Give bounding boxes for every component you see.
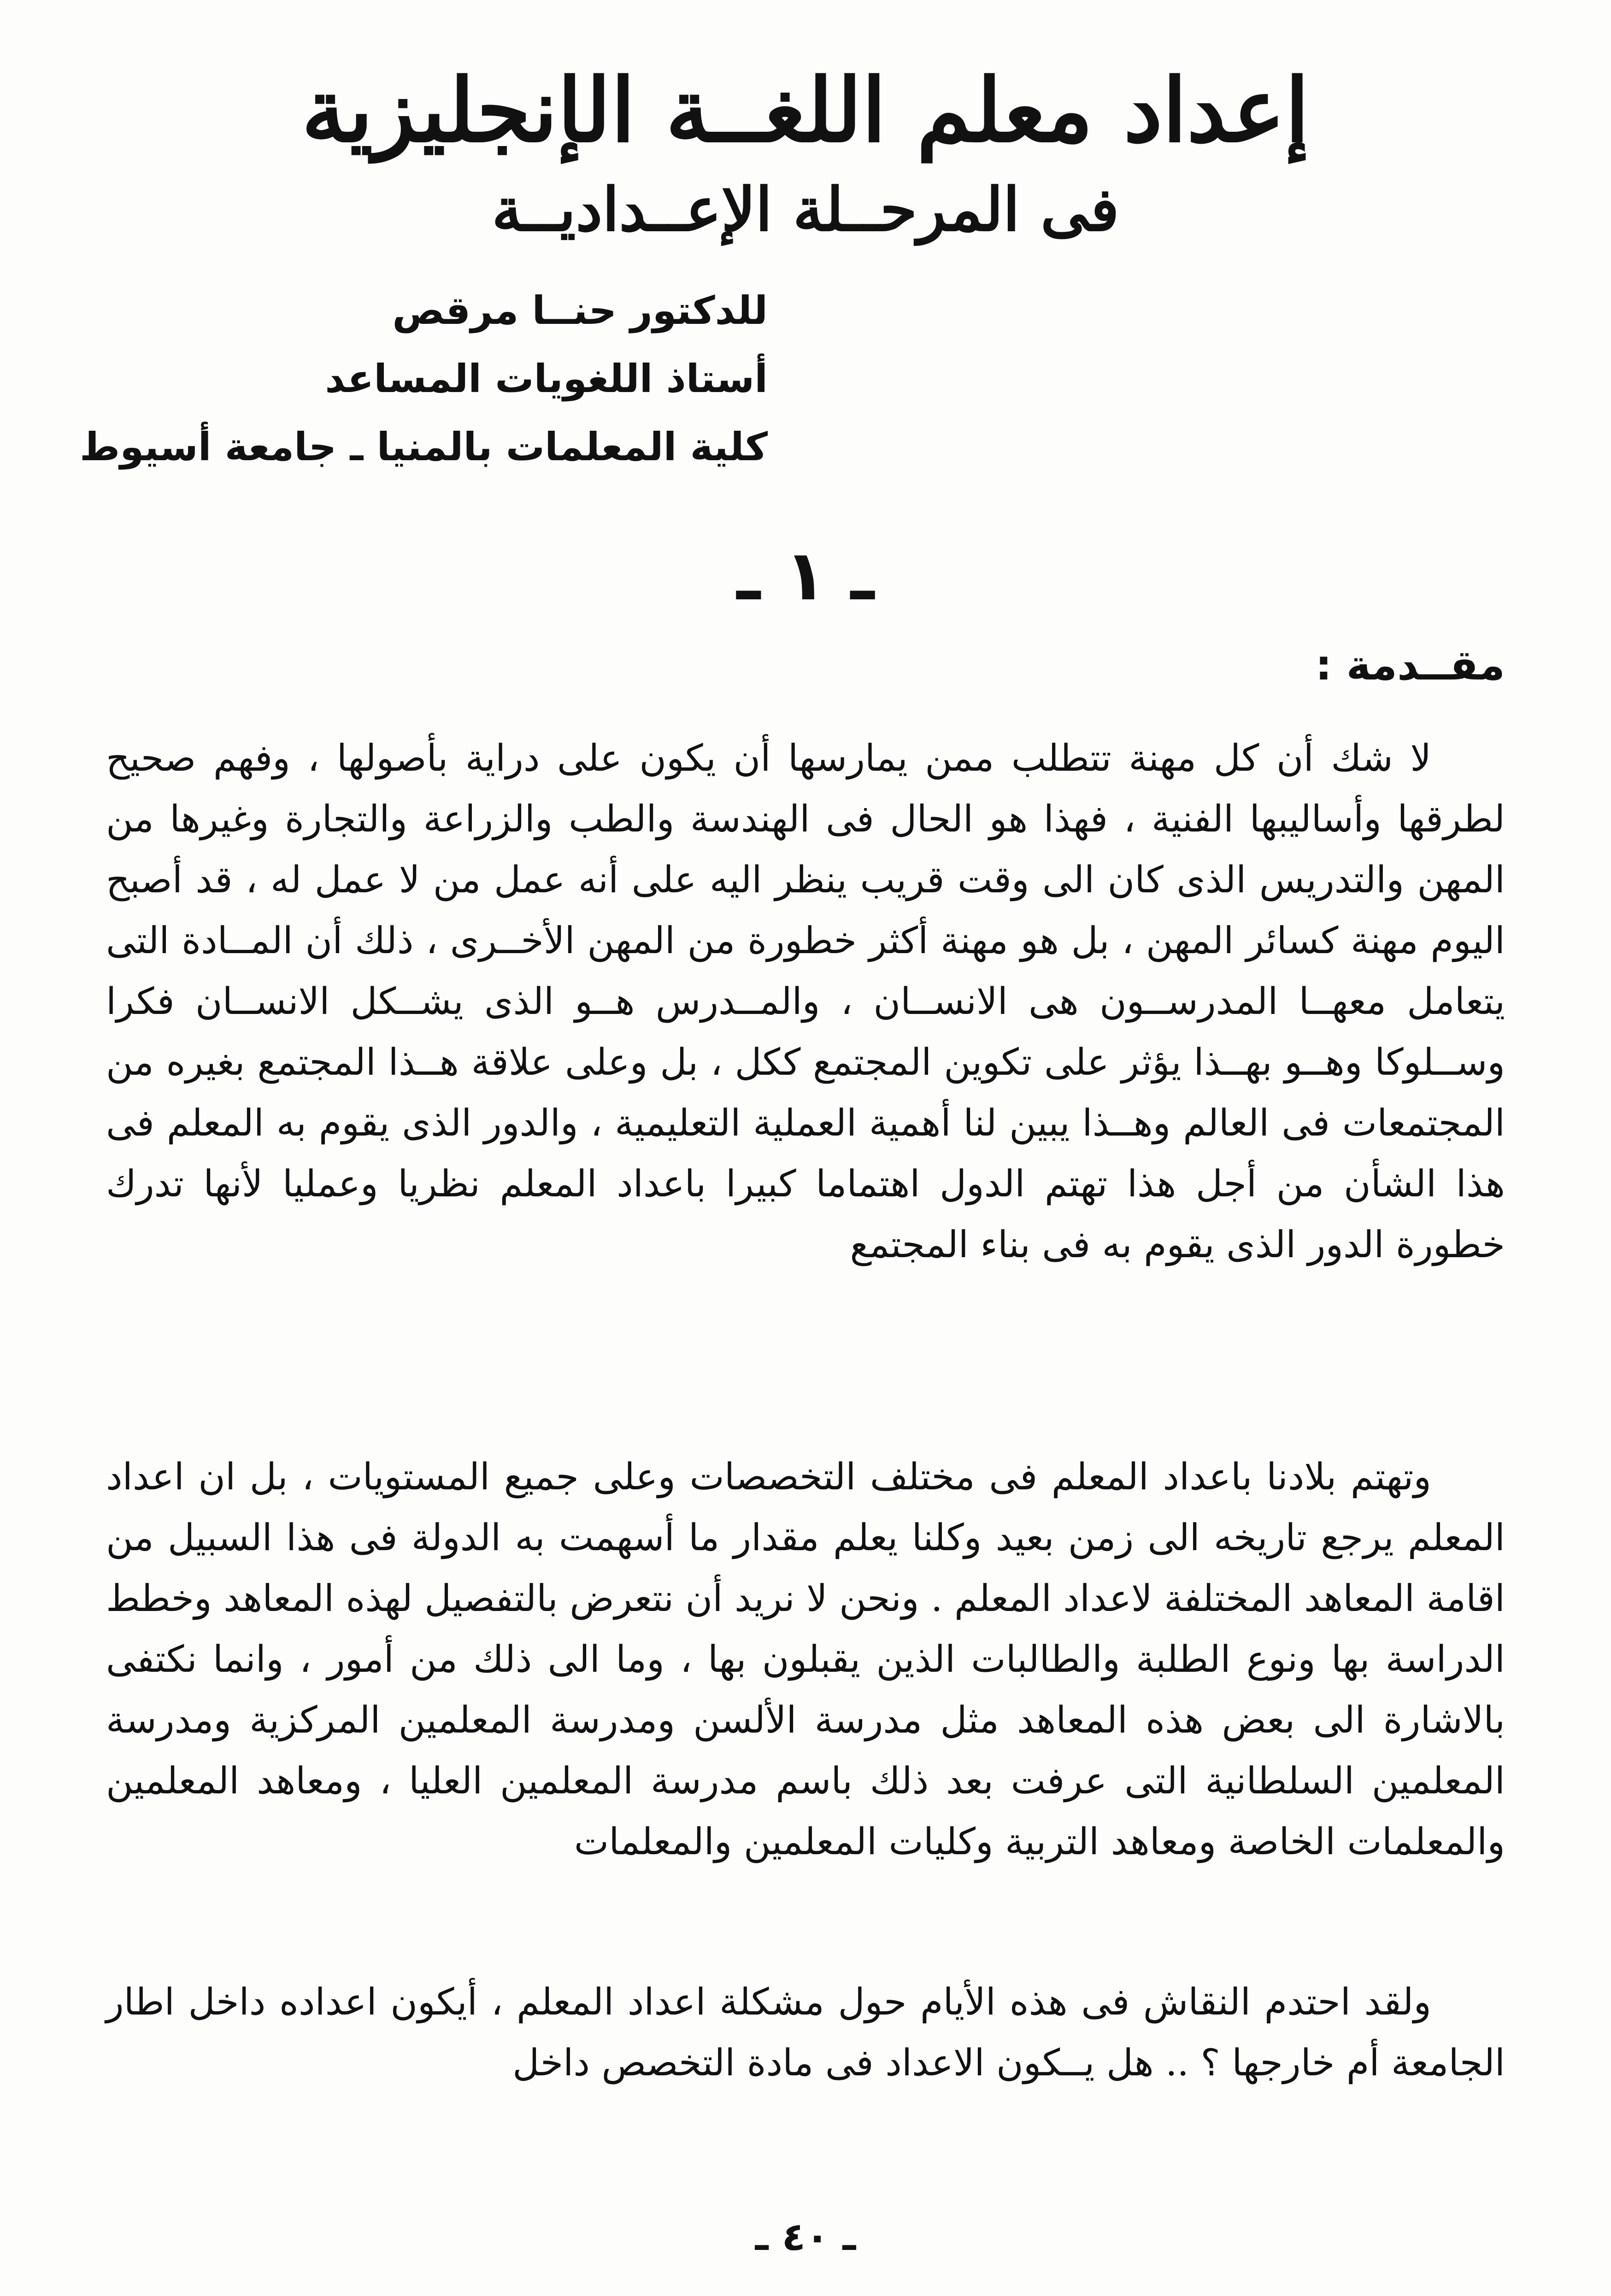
sub-title: فى المرحــلة الإعــداديــة: [492, 174, 1119, 245]
author-affiliation: كلية المعلمات بالمنيا ـ جامعة أسيوط: [79, 424, 768, 469]
page-number: ـ ٤٠ ـ: [755, 2214, 856, 2259]
author-position: أستاذ اللغويات المساعد: [325, 356, 768, 401]
section-number: ـ ١ ـ: [736, 536, 875, 616]
author-block: [79, 276, 768, 481]
section-heading: مقــدمة :: [1315, 641, 1505, 690]
paragraph-text: ولقد احتدم النقاش فى هذه الأيام حول مشكلة اعداد المعلم ، أيكون اعداده داخل اطار الجامعة أم خارجها ؟ .. هل يــكون الاعداد فى مادة التخصص داخل: [106, 1980, 1505, 2084]
paragraph-2: [106, 1447, 1505, 1872]
paragraph-3: [106, 1972, 1505, 2093]
paragraph-text: وتهتم بلادنا باعداد المعلم فى مختلف التخصصات وعلى جميع المستويات ، بل ان اعداد المعلم يرجع تاريخه الى زمن بعيد وكلنا يعلم مقدار ما أسهمت به الدولة فى هذا السبيل من اقامة المعاهد المختلفة لاعداد المعلم . ونحن لا نريد أن نتعرض بالتفصيل لهذه المعاهد وخطط الدراسة بها ونوع الطلبة والطالبات الذين يقبلون بها ، وما الى ذلك من أمور ، وانما نكتفى بالاشارة الى بعض هذه المعاهد مثل مدرسة الألسن ومدرسة المعلمين المركزية ومدرسة المعلمين السلطانية التى عرفت بعد ذلك باسم مدرسة المعلمين العليا ، ومعاهد المعلمين والمعلمات الخاصة ومعاهد التربية وكليات المعلمين والمعلمات: [106, 1455, 1505, 1863]
author-name: للدكتور حنــا مرقص: [392, 288, 768, 333]
paragraph-text: لا شك أن كل مهنة تتطلب ممن يمارسها أن يكون على دراية بأصولها ، وفهم صحيح لطرقها وأساليبها الفنية ، فهذا هو الحال فى الهندسة والطب والزراعة والتجارة وغيرها من المهن والتدريس الذى كان الى وقت قريب ينظر اليه على أنه عمل من لا عمل له ، قد أصبح اليوم مهنة كسائر المهن ، بل هو مهنة أكثر خطورة من المهن الأخــرى ، ذلك أن المــادة التى يتعامل معهــا المدرســون هى الانســان ، والمــدرس هــو الذى يشــكل الانســان فكرا وســلوكا وهــو بهــذا يؤثر على تكوين المجتمع ككل ، بل وعلى علاقة هــذا المجتمع بغيره من المجتمعات فى العالم وهــذا يبين لنا أهمية العملية التعليمية ، والدور الذى يقوم به المعلم فى هذا الشأن من أجل هذا تهتم الدول اهتماما كبيرا باعداد المعلم نظريا وعمليا لأنها تدرك خطورة الدور الذى يقوم به فى بناء المجتمع: [106, 737, 1505, 1266]
paragraph-1: [106, 728, 1505, 1275]
title-block: [0, 55, 1611, 249]
main-title: إعداد معلم اللغــة الإنجليزية: [301, 59, 1310, 162]
